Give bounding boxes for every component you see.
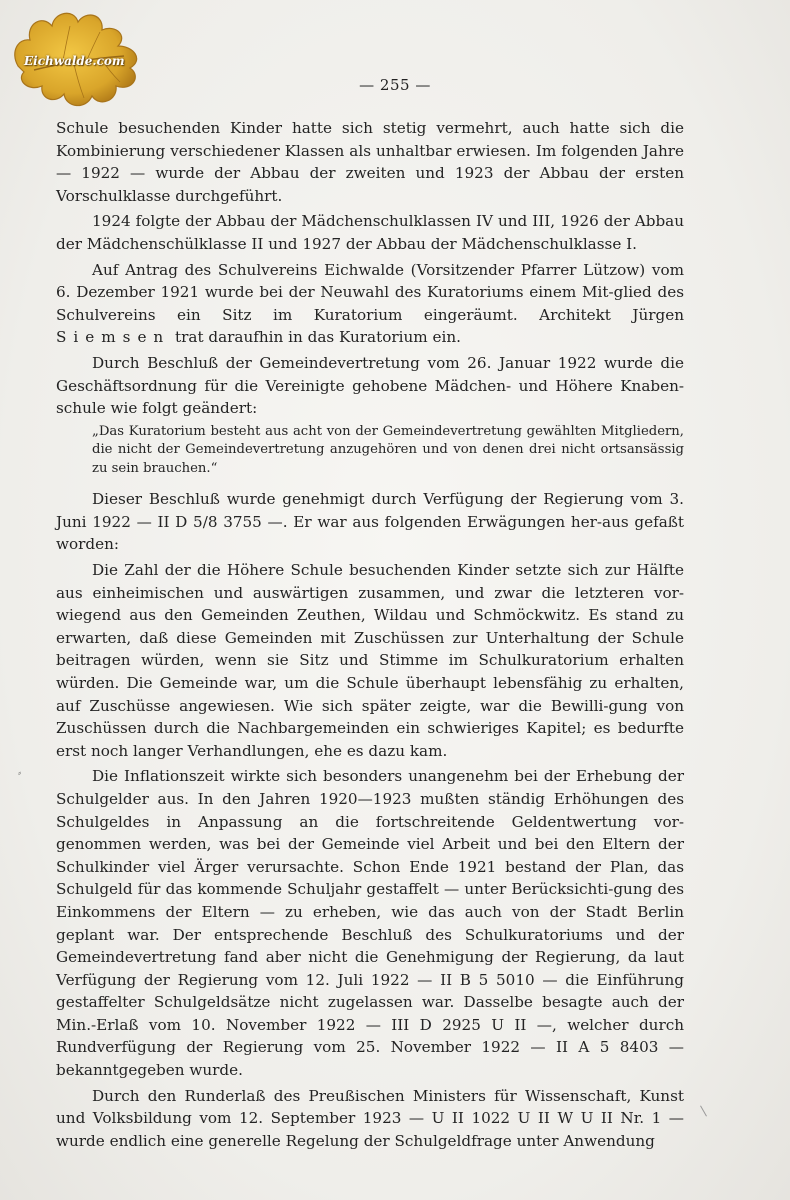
paragraph: Dieser Beschluß wurde genehmigt durch Verfügung der Regierung vom 3. Juni 1922 — II D 5/8 3755 —. Er war aus folgenden Erwägungen her-aus gefaßt worden: [56,490,684,554]
quotation: „Das Kuratorium besteht aus acht von der Gemeindevertretung gewählten Mitgliedern, die nicht der Gemeindevertretung anzugehören und von denen drei nicht ortsansässig zu sein brauchen.“ [92,423,684,476]
paragraph [56,259,684,349]
paragraph: Die Zahl der die Höhere Schule besuchenden Kinder setzte sich zur Hälfte aus einheimischen und auswärtigen zusammen, und zwar die letzteren vor-wiegend aus den Gemeinden Zeuthen, Wildau und Schmöckwitz. Es stand zu erwarten, daß diese Gemeinden mit Zuschüssen zur Unterhaltung der Schule beitragen würden, wenn sie Sitz und Stimme im Schulkuratorium erhalten würden. Die Gemeinde war, um die Schule überhaupt lebensfähig zu erhalten, auf Zuschüsse angewiesen. Wie sich später zeigte, war die Bewilli-gung von Zuschüssen durch die Nachbargemeinden ein schwieriges Kapitel; es bedurfte erst noch langer Verhandlungen, ehe es dazu kam. [56,561,684,760]
paragraph: Schule besuchenden Kinder hatte sich stetig vermehrt, auch hatte sich die Kombinierung verschiedener Klassen als unhaltbar erwiesen. Im folgenden Jahre — 1922 — wurde der Abbau der zweiten und 1923 der Abbau der ersten Vorschulklasse durchgeführt. [56,119,684,205]
paragraph: 1924 folgte der Abbau der Mädchenschulklassen IV und III, 1926 der Abbau der Mädchenschülklasse II und 1927 der Abbau der Mädchenschulklasse I. [56,212,684,253]
scan-mark-icon: ⸗ [18,768,22,779]
body-text [56,117,684,1155]
logo-text: Eichwalde.com [24,54,125,68]
spaced-name: Siemsen [56,328,171,347]
paragraph-text: Auf Antrag des Schulvereins Eichwalde (Vorsitzender Pfarrer Lützow) vom 6. Dezember 1921 wurde bei der Neuwahl des Kuratoriums einem Mit-glied des Schulvereins ein Sitz im Kuratorium eingeräumt. Architekt Jürgen [56,260,684,324]
scan-mark-icon [700,1106,707,1117]
oak-leaf-logo-icon [4,4,160,114]
paragraph: Durch Beschluß der Gemeindevertretung vom 26. Januar 1922 wurde die Geschäftsordnung für die Vereinigte gehobene Mädchen- und Höhere Knaben-schule wie folgt geändert: [56,353,684,418]
page-number: — 255 — [359,76,431,94]
paragraph: Die Inflationszeit wirkte sich besonders unangenehm bei der Erhebung der Schulgelder aus. In den Jahren 1920—1923 mußten ständig Erhöhungen des Schulgeldes in Anpassung an die fortschreitende Geldentwertung vor-genommen werden, was bei der Gemeinde viel Arbeit und bei den Eltern der Schulkinder viel Ärger verursachte. Schon Ende 1921 bestand der Plan, das Schulgeld für das kommende Schuljahr gestaffelt — unter Berücksichti-gung des Einkommens der Eltern — zu erheben, wie das auch von der Stadt Berlin geplant war. Der entsprechende Beschluß des Schulkuratoriums und der Gemeindevertretung fand aber nicht die Genehmigung der Regierung, da laut Verfügung der Regierung vom 12. Juli 1922 — II B 5 5010 — die Einführung gestaffelter Schulgeldsätze nicht zugelassen war. Dasselbe besagte auch der Min.-Erlaß vom 10. November 1922 — III D 2925 U II —, welcher durch Rundverfügung der Regierung vom 25. November 1922 — II A 5 8403 — bekanntgegeben wurde. [56,767,684,1080]
paragraph-text: trat daraufhin in das Kuratorium ein. [175,328,461,347]
paragraph: Durch den Runderlaß des Preußischen Ministers für Wissenschaft, Kunst und Volksbildung vom 12. September 1923 — U II 1022 U II W U II Nr. 1 — wurde endlich eine generelle Regelung der Schulgeldfrage unter Anwendung [56,1086,684,1150]
